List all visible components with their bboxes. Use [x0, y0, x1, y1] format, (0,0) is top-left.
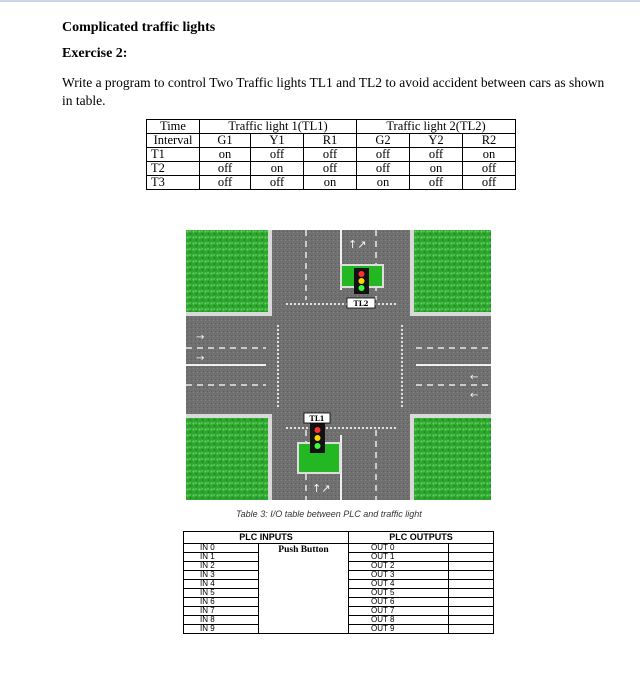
state-cell: off: [463, 162, 516, 176]
state-cell: off: [357, 148, 410, 162]
svg-text:→: →: [196, 353, 205, 364]
table-caption: Table 3: I/O table between PLC and traffic light: [236, 509, 422, 519]
state-cell: off: [304, 148, 357, 162]
interval-cell: T3: [147, 176, 200, 190]
table-row: [147, 162, 516, 176]
input-cell: IN 6: [184, 598, 259, 607]
output-cell: OUT 4: [349, 580, 449, 589]
intersection-figure: [186, 230, 491, 500]
svg-text:←: ←: [470, 390, 479, 401]
output-cell: OUT 9: [349, 625, 449, 634]
state-cell: on: [304, 176, 357, 190]
output-cell: OUT 2: [349, 562, 449, 571]
state-cell: off: [200, 162, 251, 176]
grass-bottom-left: [186, 418, 268, 500]
input-cell: IN 9: [184, 625, 259, 634]
grass-top-right: [414, 230, 491, 312]
traffic-lights-table: [146, 119, 516, 190]
input-cell: IN 2: [184, 562, 259, 571]
tl2-label: TL2: [353, 299, 369, 308]
state-cell: off: [304, 162, 357, 176]
column-header: G2: [357, 134, 410, 148]
svg-text:↑↗: ↑↗: [348, 238, 367, 251]
state-cell: on: [200, 148, 251, 162]
io-table: [183, 531, 494, 634]
plc-inputs-header: PLC INPUTS: [184, 532, 349, 544]
column-header: R2: [463, 134, 516, 148]
document-heading: Complicated traffic lights: [62, 20, 216, 35]
table-row: [147, 176, 516, 190]
push-button-label: Push Button: [278, 545, 329, 555]
state-cell: on: [463, 148, 516, 162]
input-cell: IN 0: [184, 544, 259, 553]
output-spare-cell: [448, 544, 493, 553]
time-header: Time: [147, 120, 200, 134]
interval-cell: T2: [147, 162, 200, 176]
table-row: [147, 148, 516, 162]
output-cell: OUT 7: [349, 607, 449, 616]
column-header: G1: [200, 134, 251, 148]
grass-bottom-right: [414, 418, 491, 500]
state-cell: off: [410, 176, 463, 190]
input-cell: IN 4: [184, 580, 259, 589]
grass-top-left: [186, 230, 268, 312]
input-cell: IN 8: [184, 616, 259, 625]
column-header: R1: [304, 134, 357, 148]
intersection-illustration: [186, 230, 491, 500]
input-cell: IN 5: [184, 589, 259, 598]
input-cell: IN 1: [184, 553, 259, 562]
output-cell: OUT 6: [349, 598, 449, 607]
exercise-description: Write a program to control Two Traffic lights TL1 and TL2 to avoid accident between cars as shown in table.: [62, 75, 605, 108]
state-cell: on: [410, 162, 463, 176]
column-header: Y1: [251, 134, 304, 148]
output-cell: OUT 8: [349, 616, 449, 625]
output-cell: OUT 3: [349, 571, 449, 580]
output-cell: OUT 1: [349, 553, 449, 562]
output-cell: OUT 0: [349, 544, 449, 553]
tl1-group-header: Traffic light 1(TL1): [200, 120, 357, 134]
state-cell: off: [251, 148, 304, 162]
state-cell: off: [410, 148, 463, 162]
state-cell: off: [357, 162, 410, 176]
state-cell: on: [251, 162, 304, 176]
state-cell: off: [251, 176, 304, 190]
tl1-label: TL1: [309, 414, 325, 423]
output-cell: OUT 5: [349, 589, 449, 598]
svg-text:↑↗: ↑↗: [312, 482, 331, 495]
table-row: [184, 544, 494, 553]
state-cell: off: [200, 176, 251, 190]
svg-text:←: ←: [470, 372, 479, 383]
interval-header: Interval: [147, 134, 200, 148]
state-cell: on: [357, 176, 410, 190]
input-cell: IN 7: [184, 607, 259, 616]
top-divider: [0, 0, 640, 2]
svg-text:→: →: [196, 332, 205, 343]
column-header: Y2: [410, 134, 463, 148]
plc-outputs-header: PLC OUTPUTS: [349, 532, 494, 544]
interval-cell: T1: [147, 148, 200, 162]
state-cell: off: [463, 176, 516, 190]
input-cell: IN 3: [184, 571, 259, 580]
exercise-heading: Exercise 2:: [62, 46, 128, 61]
tl2-group-header: Traffic light 2(TL2): [357, 120, 516, 134]
